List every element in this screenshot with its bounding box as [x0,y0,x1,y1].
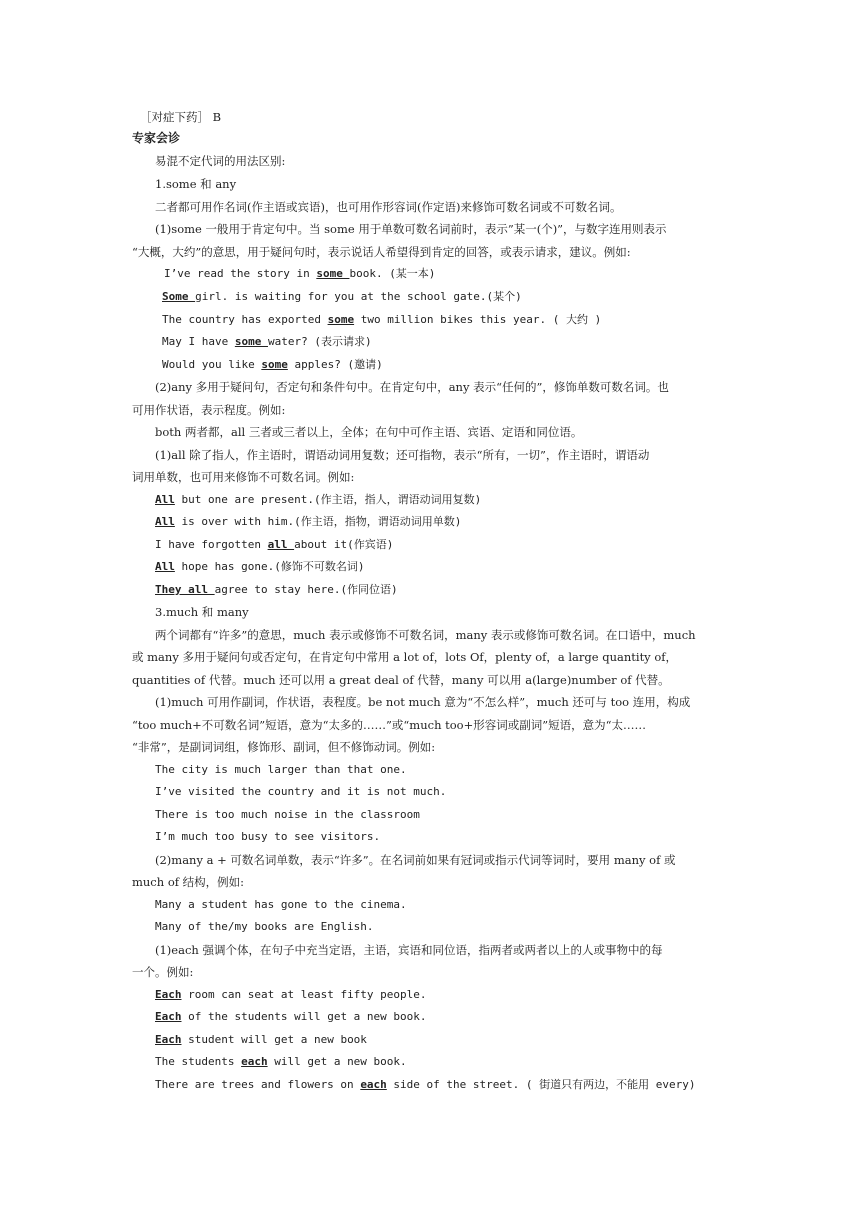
example-line: The city is much larger than that one. [155,763,407,776]
part3-heading: 3.much 和 many [155,605,249,619]
example-line: I have forgotten all about it(作宾语) [155,538,394,551]
example-line: Some girl. is waiting for you at the school gate.(某个) [162,290,522,303]
example-line: All hope has gone.(修饰不可数名词) [155,560,365,573]
part3-p1-line3: “非常”，是副词词组，修饰形、副词，但不修饰动词。例如: [132,740,436,754]
example-line: I’ve read the story in some book. (某一本) [164,267,436,280]
part1-p1-line1: (1)some 一般用于肯定句中。当 some 用于单数可数名词前时，表示”某一(个)”，与数字连用则表示 [155,222,667,236]
header-title: ［对症下药］ B [140,110,222,124]
keyword: some [234,335,268,348]
keyword: some [316,267,350,280]
example-line: There are trees and flowers on each side of the street. ( 街道只有两边，不能用 every) [155,1078,696,1091]
part3-p1-line1: (1)much 可用作副词，作状语，表程度。be not much 意为“不怎么样”，much 还可与 too 连用，构成 [155,695,691,709]
intro-text: 易混不定代词的用法区别: [155,154,286,168]
keyword: each [360,1078,387,1091]
keyword: each [241,1055,268,1068]
example-line: There is too much noise in the classroom [155,808,420,821]
part1-p2-line2: 可用作状语，表示程度。例如: [132,403,286,417]
keyword: All [155,560,175,573]
example-line: Many of the/my books are English. [155,920,374,933]
keyword: Some [162,290,196,303]
part3-p1-line2: “too much+不可数名词”短语，意为“太多的……”或“much too+形容词或副词”短语，意为“太…… [132,718,646,732]
part3-p2-line1: (2)many a + 可数名词单数，表示“许多”。在名词前如果有冠词或指示代词等词时，要用 many of 或 [155,853,676,867]
part2-desc: both 两者都，all 三者或三者以上，全体；在句中可作主语、宾语、定语和同位语。 [155,425,583,439]
keyword: Each [155,1033,182,1046]
part2-p1-line1: (1)all 除了指人，作主语时，谓语动词用复数；还可指物，表示“所有，一切”，作主语时，谓语动 [155,448,650,462]
part3-desc-line3: quantities of 代替。much 还可以用 a great deal of 代替，many 可以用 a(large)number of 代替。 [132,673,670,687]
part1-desc: 二者都可用作名词(作主语或宾语)，也可用作形容词(作定语)来修饰可数名词或不可数名词。 [155,200,622,214]
example-line: The students each will get a new book. [155,1055,407,1068]
example-line: May I have some water? (表示请求) [162,335,372,348]
example-line: They all agree to stay here.(作同位语) [155,583,398,596]
section-title: 专家会诊 [132,131,181,145]
example-line: Each of the students will get a new book. [155,1010,427,1023]
example-line: Each room can seat at least fifty people. [155,988,427,1001]
part4-p1-line1: (1)each 强调个体，在句子中充当定语，主语，宾语和同位语，指两者或两者以上的人或事物中的每 [155,943,663,957]
part1-p2-line1: (2)any 多用于疑问句，否定句和条件句中。在肯定句中，any 表示“任何的”，修饰单数可数名词。也 [155,380,669,394]
part1-heading: 1.some 和 any [155,177,237,191]
part4-p1-line2: 一个。例如: [132,965,194,979]
part3-desc-line2: 或 many 多用于疑问句或否定句，在肯定句中常用 a lot of，lots Of，plenty of，a large quantity of， [132,650,678,664]
keyword: They all [155,583,215,596]
example-line: Many a student has gone to the cinema. [155,898,407,911]
keyword: Each [155,1010,182,1023]
part1-p1-line2: “大概，大约”的意思，用于疑问句时，表示说话人希望得到肯定的回答，或表示请求，建议。例如: [132,245,631,259]
keyword: some [261,358,288,371]
keyword: Each [155,988,182,1001]
example-line: I’m much too busy to see visitors. [155,830,381,843]
example-line: The country has exported some two million bikes this year. ( 大约 ) [162,313,602,326]
example-line: Each student will get a new book [155,1033,367,1046]
example-line: I’ve visited the country and it is not much. [155,785,447,798]
keyword: All [155,515,175,528]
keyword: all [267,538,295,551]
example-line: All is over with him.(作主语，指物，谓语动词用单数) [155,515,462,528]
part2-p1-line2: 词用单数，也可用来修饰不可数名词。例如: [132,470,355,484]
keyword: All [155,493,175,506]
part3-desc-line1: 两个词都有“许多”的意思，much 表示或修饰不可数名词，many 表示或修饰可数名词。在口语中，much [155,628,696,642]
part3-p2-line2: much of 结构，例如: [132,875,245,889]
example-line: All but one are present.(作主语，指人，谓语动词用复数) [155,493,482,506]
example-line: Would you like some apples? (邀请) [162,358,383,371]
keyword: some [327,313,355,326]
